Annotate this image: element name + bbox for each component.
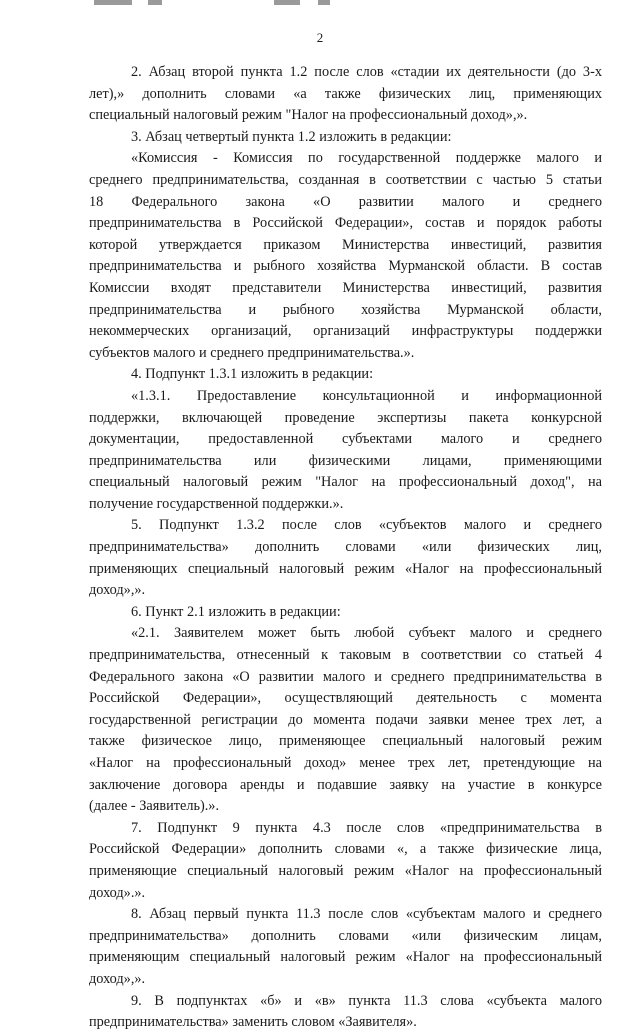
text-line: 3. Абзац четвертый пункта 1.2 изложить в редакции:: [131, 128, 452, 145]
text-line: 7. Подпункт 9 пункта 4.3 после слов «предпринимательства в: [131, 819, 602, 836]
text-line: Федерального закона «О развитии малого и среднего предпринимательства в: [89, 668, 602, 685]
text-line: предпринимательства» дополнить словами «или физическим лицам,: [89, 927, 602, 944]
paragraph-item-8: [89, 904, 602, 990]
scan-artifact: [148, 0, 162, 5]
paragraph-item-5: [89, 515, 602, 601]
text-line: 6. Пункт 2.1 изложить в редакции:: [131, 603, 341, 620]
text-line: специальный налоговый режим "Налог на профессиональный доход", на: [89, 474, 602, 491]
text-line: 18 Федерального закона «О развитии малого и среднего: [89, 193, 602, 210]
text-line: применяющие специальный налоговый режим «Налог на профессиональный: [89, 862, 602, 879]
text-line: государственной регистрации до момента подачи заявки менее трех лет, а: [89, 711, 602, 728]
text-line: Комиссии входят представители Министерства инвестиций, развития: [89, 279, 602, 296]
text-line: доход».».: [89, 884, 146, 901]
text-line: 9. В подпунктах «б» и «в» пункта 11.3 слова «субъекта малого: [131, 992, 602, 1009]
scan-artifact: [94, 0, 132, 5]
text-line: Российской Федерации» дополнить словами «, а также физические лица,: [89, 841, 602, 858]
text-line: применяющих специальный налоговый режим «Налог на профессиональный: [89, 560, 602, 577]
text-line: применяющим специальный налоговый режим «Налог на профессиональный: [89, 949, 602, 966]
text-line: заключение договора аренды и подавшие заявку на участие в конкурсе: [89, 776, 602, 793]
text-line: предпринимательства и рыбного хозяйства Мурманской области. В состав: [89, 258, 602, 275]
text-line: (далее - Заявитель).».: [89, 798, 220, 815]
text-line: которой утверждается приказом Министерства инвестиций, развития: [89, 236, 602, 253]
text-line: лет),» дополнить словами «а также физических лиц, применяющих: [89, 85, 602, 102]
text-line: 8. Абзац первый пункта 11.3 после слов «субъектам малого и среднего: [131, 906, 602, 923]
text-line: также физическое лицо, применяющее специальный налоговый режим: [89, 733, 602, 750]
text-line: документации, предоставленной субъектами малого и среднего: [89, 431, 602, 448]
page-number: 2: [316, 30, 324, 45]
document-body: [89, 62, 602, 1034]
text-line: «Налог на профессиональный доход» менее трех лет, претендующие на: [89, 755, 602, 771]
text-line: некоммерческих организаций, организаций инфраструктуры поддержки: [89, 323, 602, 340]
text-line: 5. Подпункт 1.3.2 после слов «субъектов малого и среднего: [131, 517, 602, 534]
text-line: предпринимательства» дополнить словами «или физических лиц,: [89, 539, 602, 556]
paragraph-item-6-quote: [89, 623, 602, 817]
text-line: предпринимательства или физическими лицами, применяющими: [89, 452, 602, 469]
text-line: 4. Подпункт 1.3.1 изложить в редакции:: [131, 366, 374, 383]
scan-artifact: [274, 0, 300, 5]
scan-artifact: [318, 0, 330, 5]
text-line: доход»,».: [89, 970, 146, 987]
paragraph-item-4-quote: [89, 386, 602, 516]
paragraph-item-2: [89, 62, 602, 127]
text-line: предпринимательства и рыбного хозяйства Мурманской области,: [89, 301, 602, 318]
text-line: поддержки, включающей проведение экспертизы пакета конкурсной: [89, 409, 602, 426]
paragraph-item-6: [89, 602, 602, 624]
text-line: 2. Абзац второй пункта 1.2 после слов «стадии их деятельности (до 3-х: [131, 64, 602, 80]
text-line: субъектов малого и среднего предпринимательства.».: [89, 344, 415, 361]
text-line: получение государственной поддержки.».: [89, 495, 344, 512]
text-line: предпринимательства в Российской Федерации», состав и порядок работы: [89, 215, 602, 232]
text-line: доход»,».: [89, 582, 146, 599]
paragraph-item-3: [89, 127, 602, 149]
paragraph-item-3-quote: [89, 148, 602, 364]
text-line: «2.1. Заявителем может быть любой субъект малого и среднего: [131, 625, 602, 642]
text-line: «Комиссия - Комиссия по государственной поддержке малого и: [131, 150, 602, 167]
text-line: специальный налоговый режим "Налог на профессиональный доход»,».: [89, 107, 528, 124]
text-line: предпринимательства» заменить словом «Заявителя».: [89, 1014, 417, 1031]
text-line: предпринимательства, отнесенный к таковым в соответствии со статьей 4: [89, 647, 602, 664]
text-line: Российской Федерации», осуществляющий деятельность с момента: [89, 690, 602, 707]
text-line: среднего предпринимательства, созданная в соответствии с частью 5 статьи: [89, 171, 602, 188]
paragraph-item-7: [89, 818, 602, 904]
paragraph-item-4: [89, 364, 602, 386]
paragraph-item-9: [89, 991, 602, 1034]
text-line: «1.3.1. Предоставление консультационной и информационной: [131, 387, 602, 404]
